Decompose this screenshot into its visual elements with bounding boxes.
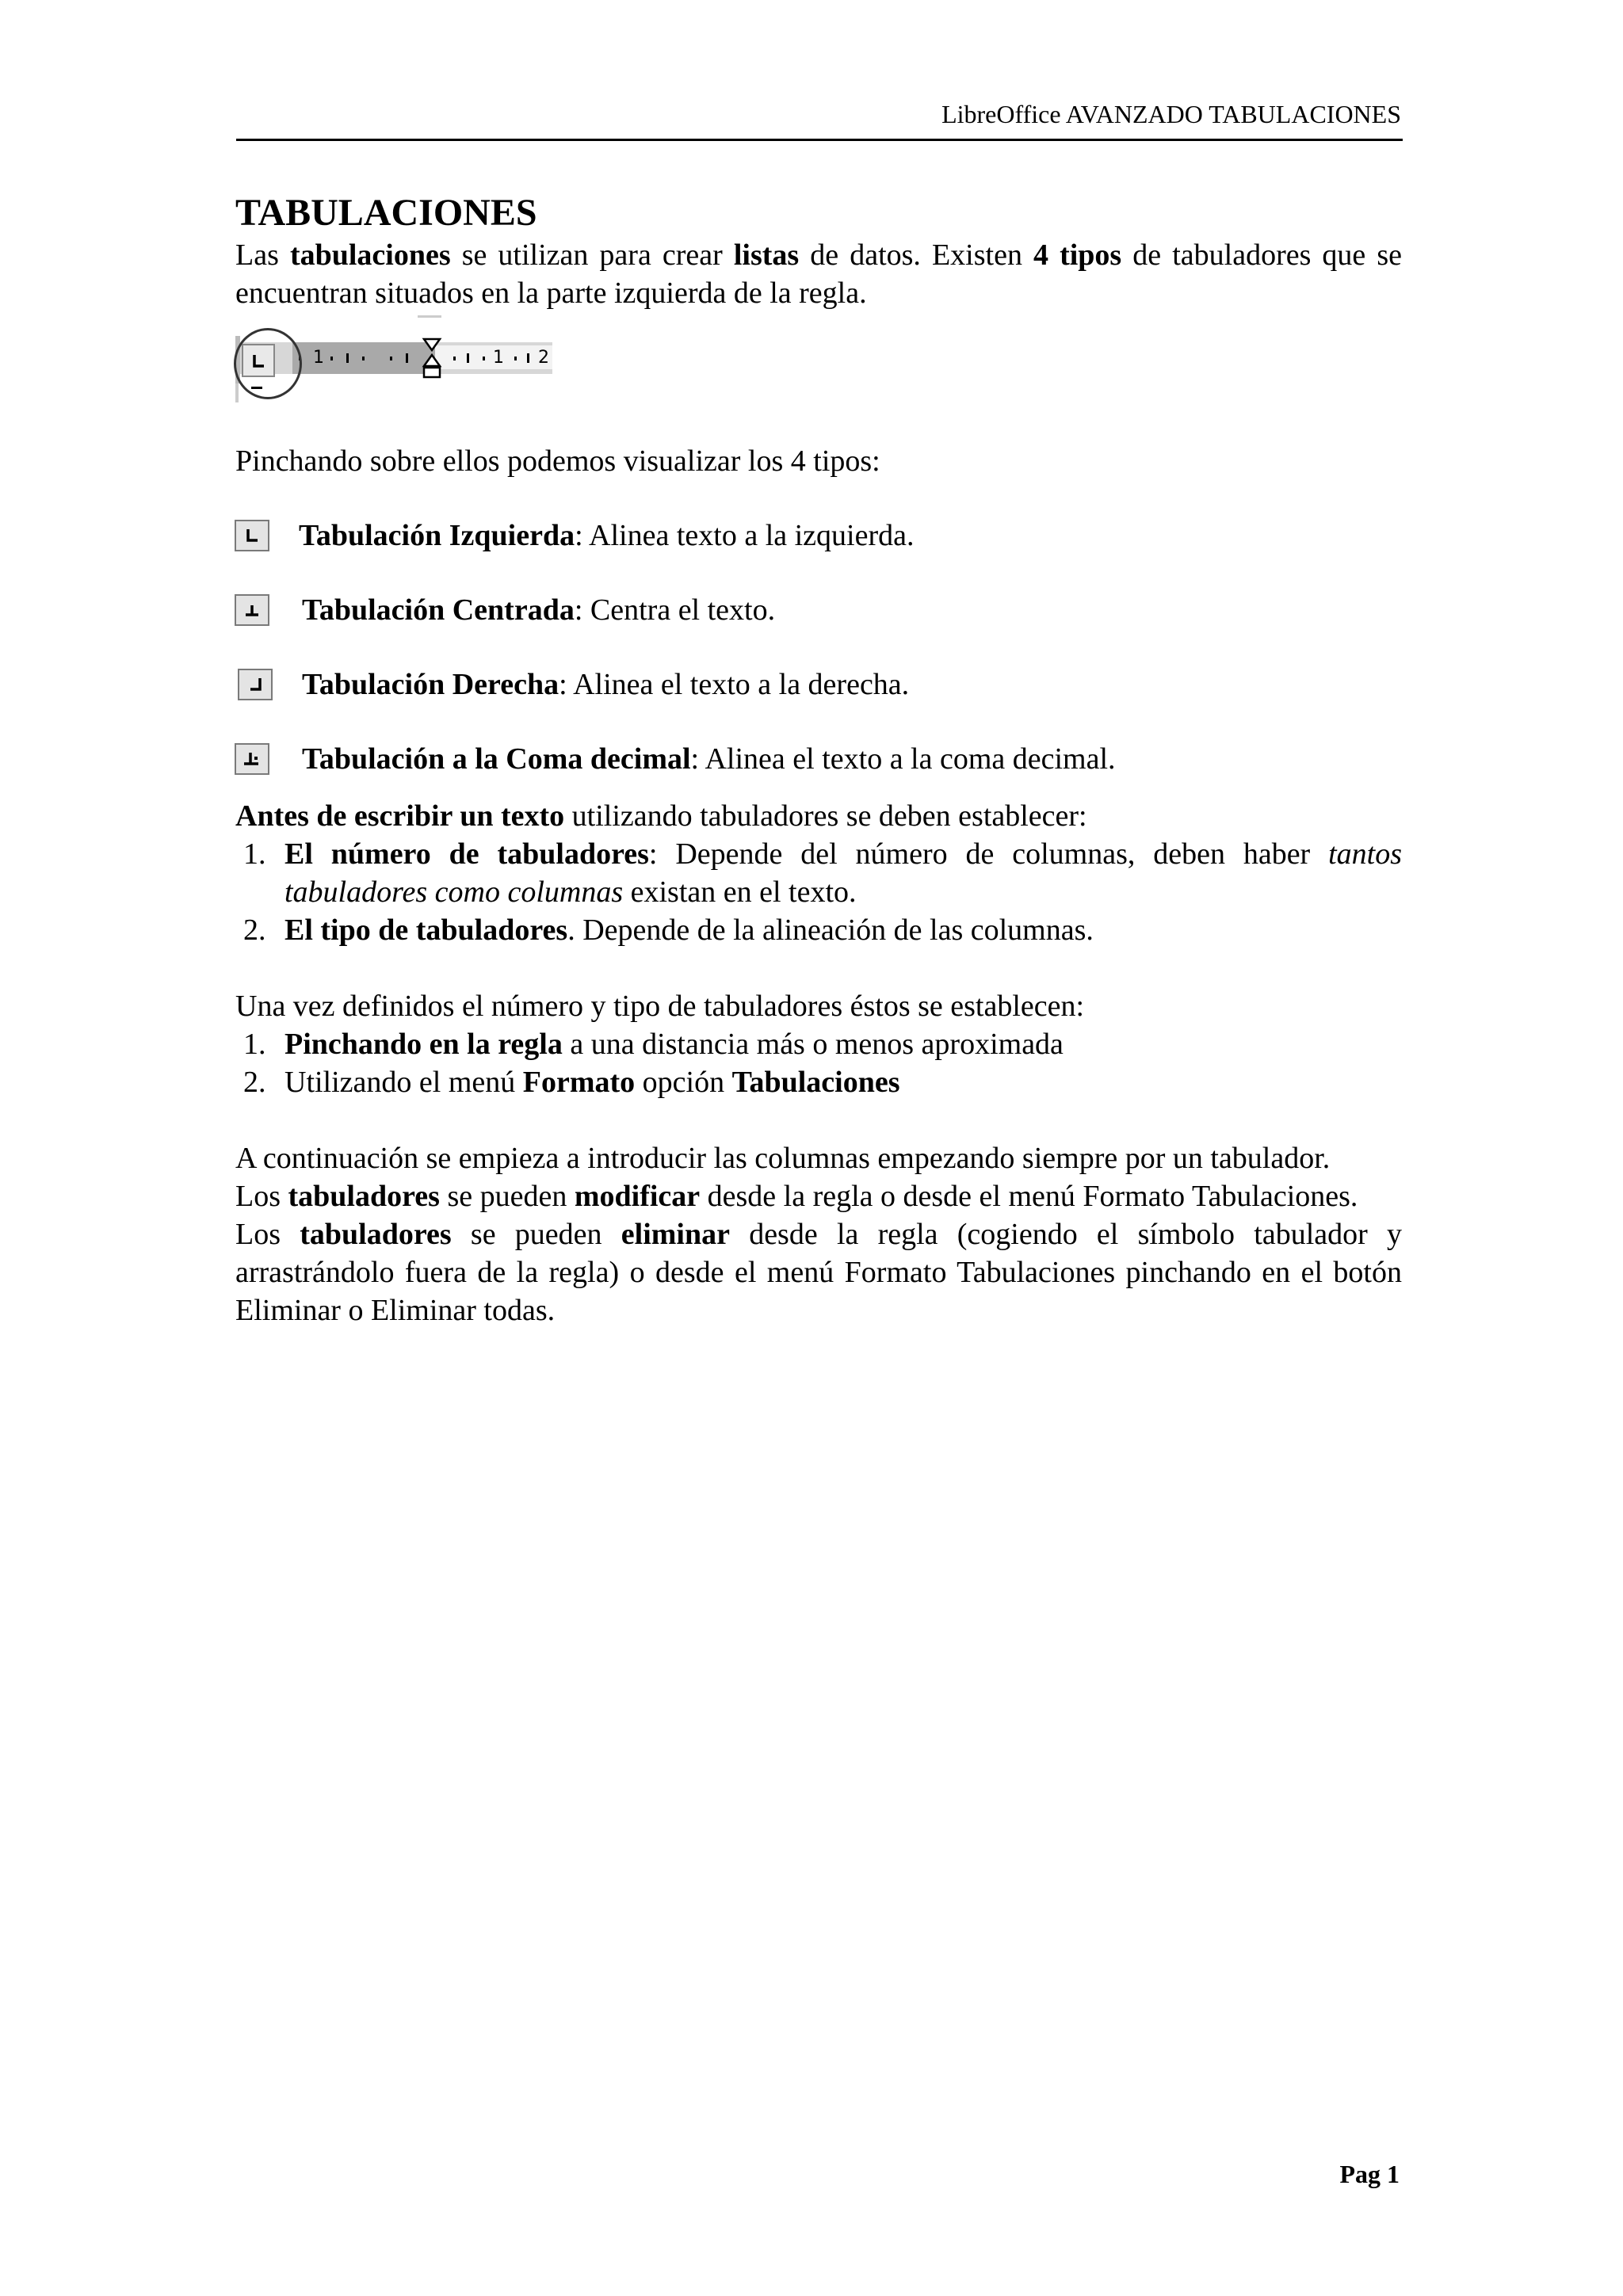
decimal-tab-icon — [235, 743, 269, 775]
list-item: 1. El número de tabuladores: Depende del número de columnas, deben haber tantos tabuladores como columnas existan en el texto. — [243, 837, 1402, 909]
delete-paragraph: Los tabuladores se pueden eliminar desde la regla (cogiendo el símbolo tabulador y arrastrándolo fuera de la regla) o desde el menú Formato Tabulaciones pinchando en el botón Eliminar o Eliminar todas. — [235, 1218, 1403, 1327]
running-header: LibreOffice AVANZADO TABULACIONES — [941, 100, 1401, 128]
once-list — [235, 1025, 1402, 1101]
center-tab-icon — [235, 594, 269, 626]
list-item: Tabulación Centrada: Centra el texto. — [235, 591, 1402, 629]
list-item: 2. El tipo de tabuladores. Depende de la alineación de las columnas. — [243, 913, 1094, 947]
before-paragraph: Antes de escribir un texto utilizando tabuladores se deben establecer: — [235, 799, 1087, 833]
ruler-image — [235, 314, 552, 409]
once-paragraph: Una vez definidos el número y tipo de tabuladores éstos se establecen: — [235, 990, 1085, 1023]
tab-types-list — [235, 517, 1402, 778]
document-body — [235, 190, 1402, 1329]
list-item: 2. Utilizando el menú Formato opción Tabulaciones — [243, 1066, 900, 1099]
left-tab-icon — [235, 520, 269, 551]
click-instruction: Pinchando sobre ellos podemos visualizar los 4 tipos: — [235, 444, 880, 478]
list-item: Tabulación Izquierda: Alinea texto a la izquierda. — [235, 517, 1402, 555]
continuation-paragraph: A continuación se empieza a introducir las columnas empezando siempre por un tabulador. — [235, 1142, 1331, 1175]
list-item: Tabulación Derecha: Alinea el texto a la derecha. — [235, 666, 1402, 704]
before-list — [235, 835, 1402, 949]
ruler-label: 1 — [493, 348, 504, 368]
ruler-label: 2 — [538, 348, 549, 368]
intro-paragraph: Las tabulaciones se utilizan para crear listas de datos. Existen 4 tipos de tabuladores que se encuentran situados en la parte izquierda de la regla. — [235, 238, 1403, 310]
ruler-label: 1 — [313, 348, 324, 368]
modify-paragraph: Los tabuladores se pueden modificar desde la regla o desde el menú Formato Tabulaciones. — [235, 1180, 1358, 1213]
list-item: 1. Pinchando en la regla a una distancia más o menos aproximada — [243, 1028, 1064, 1061]
list-item: Tabulación a la Coma decimal: Alinea el texto a la coma decimal. — [235, 740, 1402, 778]
page-number: Pag 1 — [1339, 2160, 1400, 2188]
header-rule — [236, 139, 1403, 141]
highlight-circle — [234, 328, 302, 399]
page-title: TABULACIONES — [235, 192, 537, 234]
right-tab-icon — [238, 669, 273, 700]
